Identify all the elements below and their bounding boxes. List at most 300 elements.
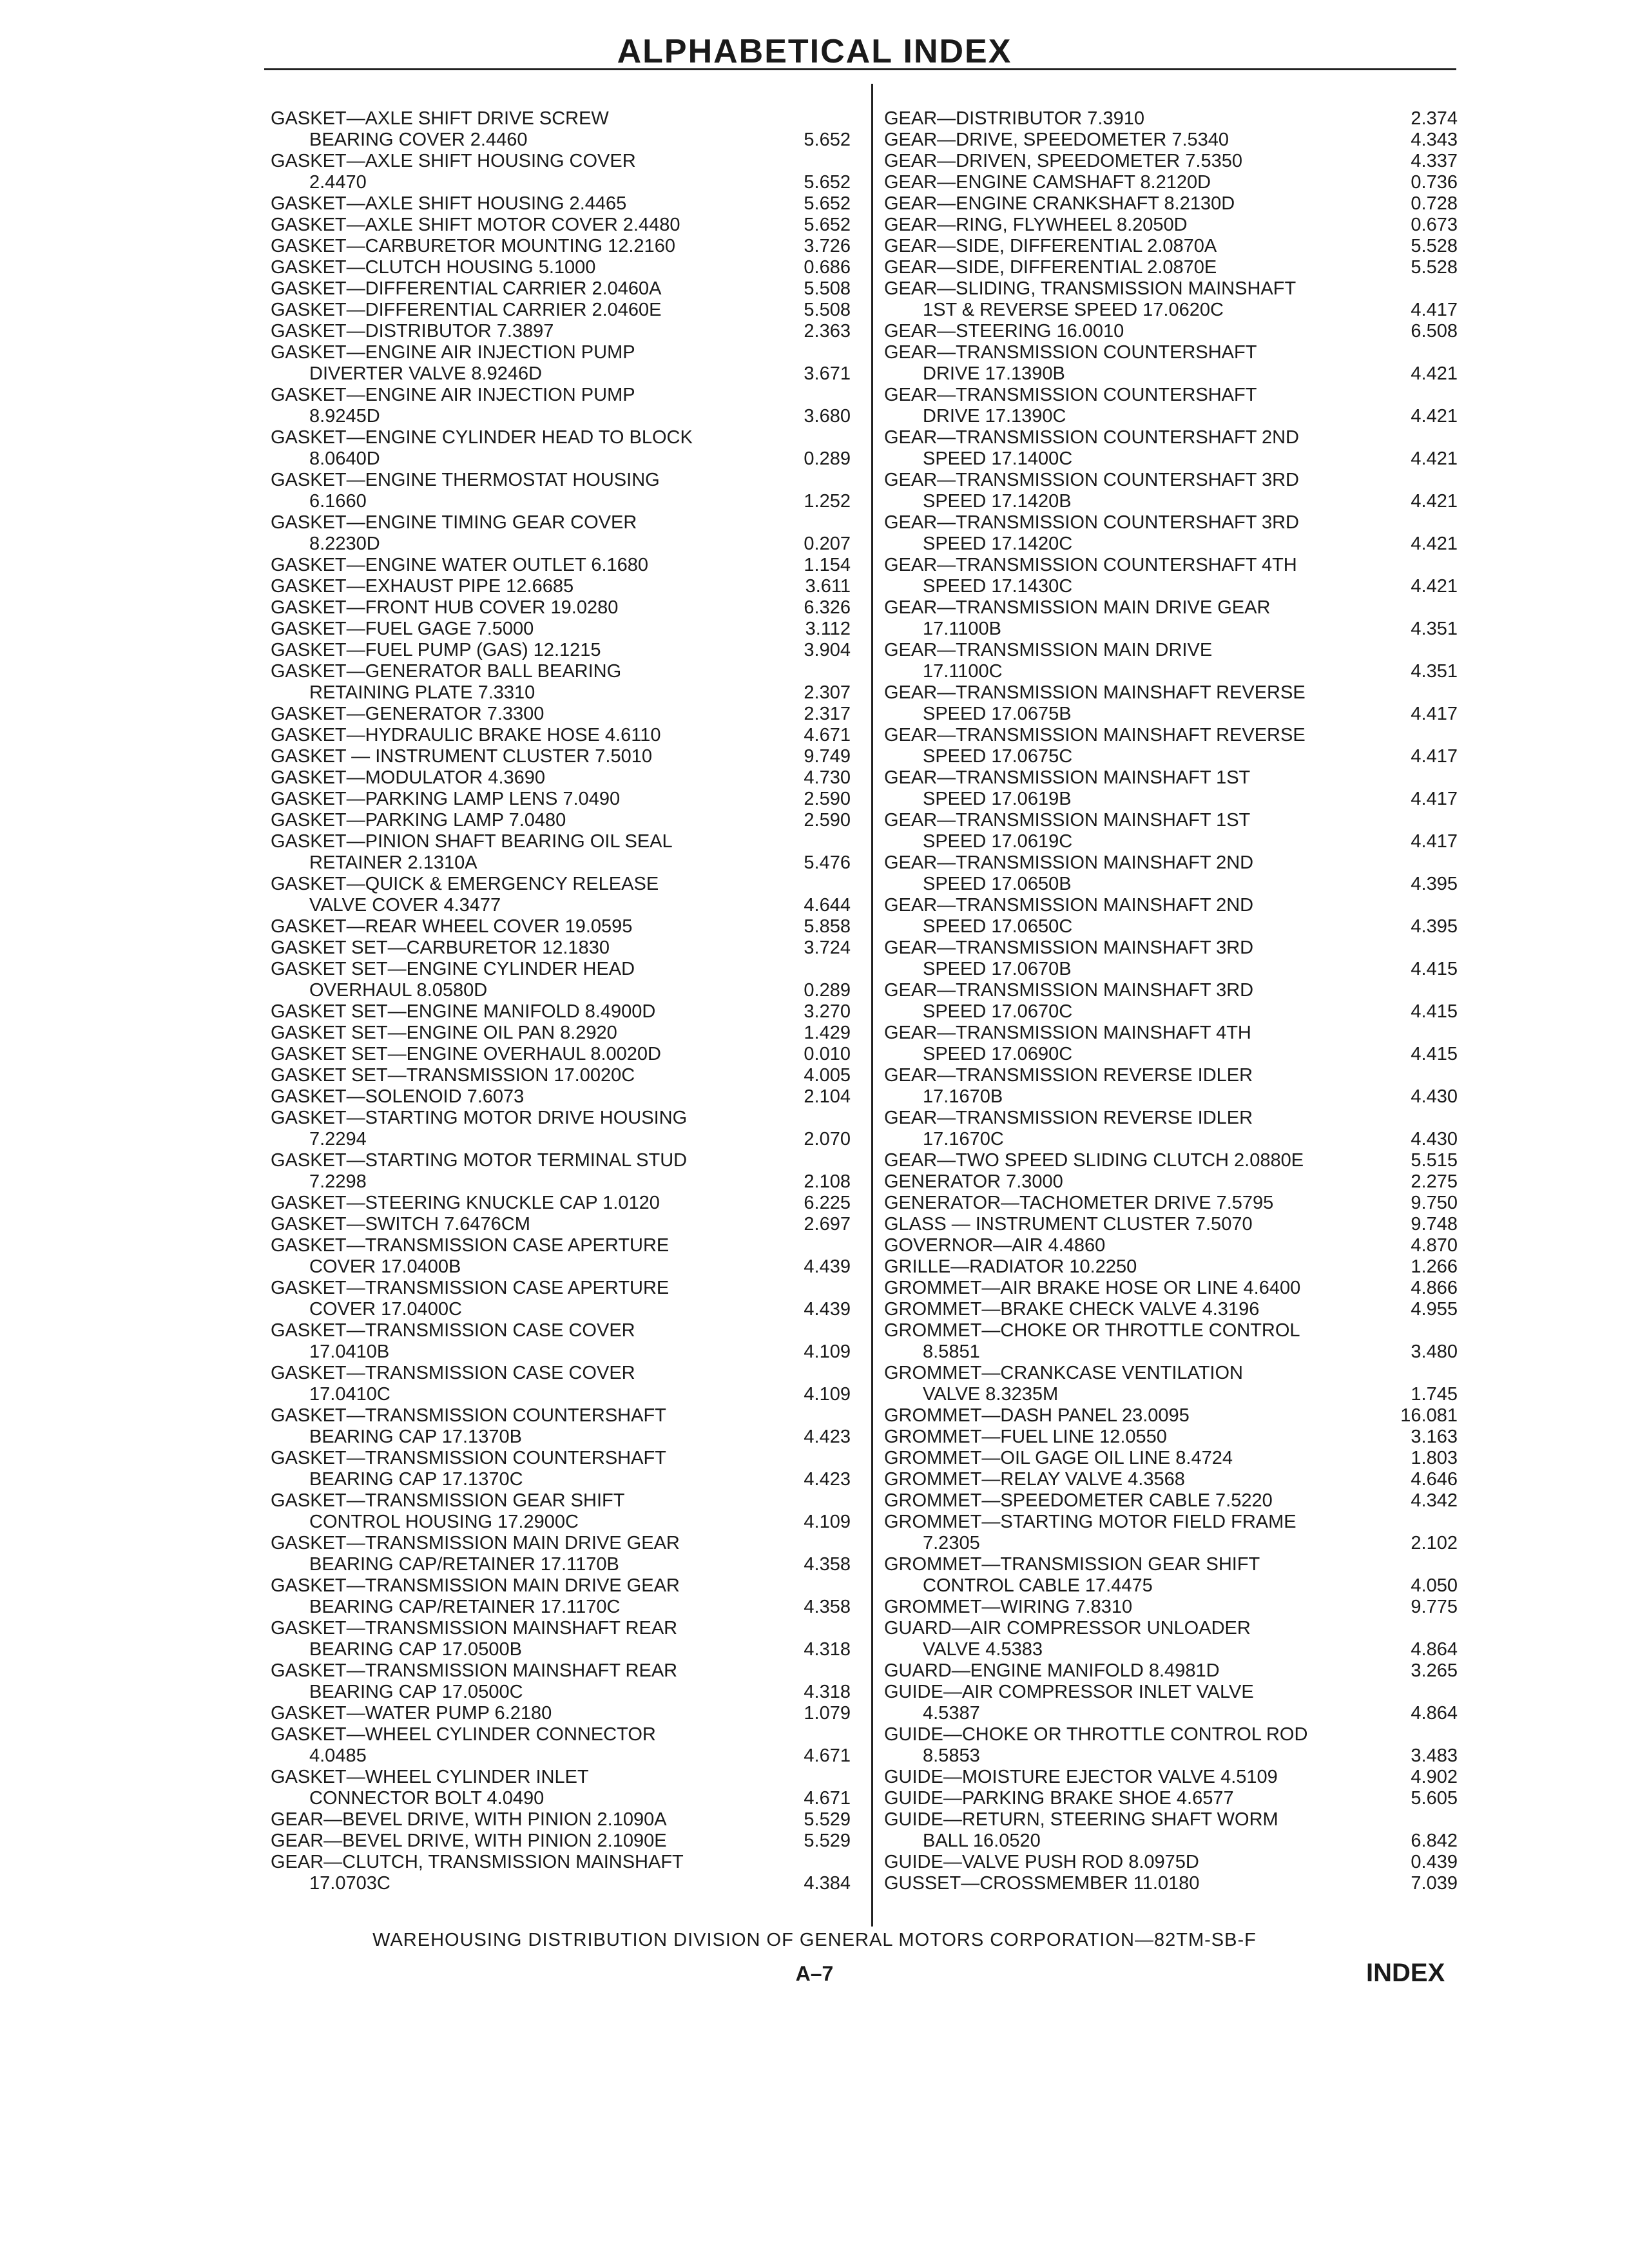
entry-text-continuation: 7.2298 — [309, 1171, 367, 1192]
entry-text: GENERATOR—TACHOMETER DRIVE 7.5795 — [884, 1193, 1274, 1213]
entry-page-number: 9.749 — [804, 746, 851, 767]
entry-text: GASKET—AXLE SHIFT HOUSING COVER — [271, 151, 636, 171]
entry-text: GEAR—RING, FLYWHEEL 8.2050D — [884, 215, 1188, 235]
entry-page-number: 4.415 — [1411, 1044, 1458, 1064]
entry-text: GEAR—TRANSMISSION REVERSE IDLER — [884, 1065, 1253, 1086]
index-entry — [884, 1512, 1458, 1554]
entry-page-number: 4.358 — [804, 1597, 851, 1617]
entry-page-number: 5.858 — [804, 916, 851, 937]
index-entry — [884, 597, 1458, 640]
entry-text: GEAR—TRANSMISSION MAINSHAFT 3RD — [884, 937, 1254, 958]
entry-page-number: 4.343 — [1411, 130, 1458, 150]
index-entry — [884, 1427, 1458, 1448]
entry-text: GASKET—HYDRAULIC BRAKE HOSE 4.6110 — [271, 725, 661, 745]
index-entry — [884, 555, 1458, 597]
index-entry — [884, 810, 1458, 852]
entry-page-number: 4.417 — [1411, 831, 1458, 852]
index-entry — [271, 1044, 851, 1065]
entry-text-continuation: 4.0485 — [309, 1745, 367, 1766]
index-entry — [884, 470, 1458, 512]
entry-text: GROMMET—STARTING MOTOR FIELD FRAME — [884, 1512, 1296, 1532]
index-entry — [884, 172, 1458, 193]
index-entry — [884, 682, 1458, 725]
entry-text: GASKET—DIFFERENTIAL CARRIER 2.0460A — [271, 278, 662, 299]
entry-text-continuation: 7.2305 — [923, 1533, 980, 1553]
entry-text-continuation: BEARING CAP/RETAINER 17.1170B — [309, 1554, 619, 1575]
entry-text-continuation: CONNECTOR BOLT 4.0490 — [309, 1788, 545, 1809]
column-divider — [871, 84, 873, 1927]
index-entry — [884, 321, 1458, 342]
entry-text: GEAR—CLUTCH, TRANSMISSION MAINSHAFT — [271, 1852, 684, 1872]
entry-text: GASKET—CLUTCH HOUSING 5.1000 — [271, 257, 596, 278]
index-entry — [884, 512, 1458, 555]
index-entry — [271, 597, 851, 619]
entry-text: GEAR—TRANSMISSION MAINSHAFT 4TH — [884, 1023, 1251, 1043]
entry-page-number: 4.395 — [1411, 916, 1458, 937]
entry-text: GEAR—DRIVEN, SPEEDOMETER 7.5350 — [884, 151, 1242, 171]
index-entry — [884, 1597, 1458, 1618]
index-entry — [884, 1065, 1458, 1108]
entry-text-continuation: 7.2294 — [309, 1129, 367, 1149]
entry-page-number: 2.108 — [804, 1171, 851, 1192]
entry-text: GASKET—TRANSMISSION MAINSHAFT REAR — [271, 1660, 678, 1681]
index-entry — [884, 427, 1458, 470]
index-entry — [271, 937, 851, 959]
index-entry — [271, 427, 851, 470]
entry-text: GASKET—WHEEL CYLINDER CONNECTOR — [271, 1724, 656, 1745]
entry-page-number: 5.528 — [1411, 257, 1458, 278]
index-entry — [884, 1193, 1458, 1214]
entry-page-number: 5.652 — [804, 172, 851, 193]
index-entry — [271, 215, 851, 236]
entry-page-number: 3.265 — [1411, 1660, 1458, 1681]
entry-text: GASKET—TRANSMISSION COUNTERSHAFT — [271, 1448, 666, 1468]
entry-page-number: 1.252 — [804, 491, 851, 512]
entry-text-continuation: 1ST & REVERSE SPEED 17.0620C — [923, 300, 1224, 320]
index-entry — [884, 151, 1458, 172]
index-entry — [884, 193, 1458, 215]
index-entry — [884, 130, 1458, 151]
entry-page-number: 3.904 — [804, 640, 851, 660]
index-entry — [884, 1724, 1458, 1767]
entry-text: GASKET—TRANSMISSION CASE COVER — [271, 1363, 635, 1383]
entry-text-continuation: SPEED 17.0690C — [923, 1044, 1073, 1064]
index-entry — [884, 1852, 1458, 1873]
index-entry — [884, 215, 1458, 236]
entry-text-continuation: SPEED 17.0670C — [923, 1001, 1073, 1022]
index-entry — [271, 1023, 851, 1044]
entry-page-number: 5.605 — [1411, 1788, 1458, 1809]
entry-text-continuation: SPEED 17.0650B — [923, 874, 1072, 894]
entry-text: GASKET SET—ENGINE CYLINDER HEAD — [271, 959, 635, 979]
entry-text-continuation: 17.1100B — [923, 619, 1002, 639]
entry-page-number: 4.421 — [1411, 491, 1458, 512]
entry-text: GEAR—BEVEL DRIVE, WITH PINION 2.1090E — [271, 1831, 667, 1851]
entry-text: GASKET—PARKING LAMP 7.0480 — [271, 810, 566, 831]
entry-page-number: 4.423 — [804, 1427, 851, 1447]
entry-text: GEAR—TRANSMISSION COUNTERSHAFT 3RD — [884, 512, 1299, 533]
index-entry — [271, 1235, 851, 1278]
entry-page-number: 2.070 — [804, 1129, 851, 1149]
index-entry — [271, 1767, 851, 1809]
entry-text: GUIDE—RETURN, STEERING SHAFT WORM — [884, 1809, 1278, 1830]
entry-page-number: 5.529 — [804, 1809, 851, 1830]
entry-text: GASKET—TRANSMISSION COUNTERSHAFT — [271, 1405, 666, 1426]
entry-page-number: 5.515 — [1411, 1150, 1458, 1171]
section-label: INDEX — [1366, 1959, 1445, 1987]
index-entry — [884, 1767, 1458, 1788]
entry-page-number: 0.289 — [804, 980, 851, 1001]
entry-text: GROMMET—CRANKCASE VENTILATION — [884, 1363, 1243, 1383]
entry-text-continuation: SPEED 17.1420B — [923, 491, 1072, 512]
entry-page-number: 6.326 — [804, 597, 851, 618]
entry-page-number: 4.417 — [1411, 300, 1458, 320]
index-entry — [271, 1533, 851, 1575]
entry-text-continuation: 8.5851 — [923, 1341, 980, 1362]
entry-page-number: 4.342 — [1411, 1490, 1458, 1511]
entry-text: GASKET SET—ENGINE MANIFOLD 8.4900D — [271, 1001, 656, 1022]
index-entry — [884, 1469, 1458, 1490]
entry-text: GASKET—GENERATOR BALL BEARING — [271, 661, 622, 682]
index-column-right — [884, 108, 1458, 1894]
entry-text-continuation: BEARING CAP 17.0500C — [309, 1682, 523, 1702]
entry-text: GEAR—TRANSMISSION COUNTERSHAFT — [884, 342, 1257, 363]
entry-text: GASKET SET—ENGINE OIL PAN 8.2920 — [271, 1023, 617, 1043]
index-entry — [884, 980, 1458, 1023]
entry-text: GROMMET—AIR BRAKE HOSE OR LINE 4.6400 — [884, 1278, 1301, 1298]
index-entry — [271, 874, 851, 916]
entry-text-continuation: 6.1660 — [309, 491, 367, 512]
entry-page-number: 9.748 — [1411, 1214, 1458, 1235]
entry-page-number: 4.421 — [1411, 406, 1458, 427]
index-column-left — [271, 108, 851, 1894]
entry-page-number: 2.317 — [804, 704, 851, 724]
index-entry — [271, 278, 851, 300]
entry-text: GASKET—FRONT HUB COVER 19.0280 — [271, 597, 619, 618]
index-entry — [884, 1320, 1458, 1363]
entry-page-number: 0.736 — [1411, 172, 1458, 193]
index-entry — [271, 108, 851, 151]
index-entry — [884, 1490, 1458, 1512]
entry-page-number: 1.803 — [1411, 1448, 1458, 1468]
entry-text: GASKET—MODULATOR 4.3690 — [271, 767, 546, 788]
index-entry — [271, 1490, 851, 1533]
entry-page-number: 5.529 — [804, 1831, 851, 1851]
entry-page-number: 0.728 — [1411, 193, 1458, 214]
entry-page-number: 5.528 — [1411, 236, 1458, 256]
entry-text: GLASS — INSTRUMENT CLUSTER 7.5070 — [884, 1214, 1253, 1235]
entry-page-number: 4.864 — [1411, 1639, 1458, 1660]
entry-text: GASKET—AXLE SHIFT MOTOR COVER 2.4480 — [271, 215, 680, 235]
index-entry — [271, 661, 851, 704]
page-title: ALPHABETICAL INDEX — [617, 33, 1012, 70]
entry-text: GEAR—TRANSMISSION MAINSHAFT 2ND — [884, 852, 1254, 873]
entry-text: GEAR—TRANSMISSION MAINSHAFT 2ND — [884, 895, 1254, 916]
entry-text-continuation: BALL 16.0520 — [923, 1831, 1041, 1851]
index-entry — [884, 1214, 1458, 1235]
entry-page-number: 5.476 — [804, 852, 851, 873]
entry-text: GEAR—ENGINE CRANKSHAFT 8.2130D — [884, 193, 1235, 214]
index-entry — [884, 1108, 1458, 1150]
entry-page-number: 3.671 — [804, 363, 851, 384]
entry-page-number: 4.730 — [804, 767, 851, 788]
entry-text: GEAR—TRANSMISSION COUNTERSHAFT 4TH — [884, 555, 1297, 575]
entry-text: GASKET—TRANSMISSION GEAR SHIFT — [271, 1490, 625, 1511]
entry-text: GUIDE—PARKING BRAKE SHOE 4.6577 — [884, 1788, 1234, 1809]
entry-page-number: 2.102 — [1411, 1533, 1458, 1553]
index-entry — [271, 1150, 851, 1193]
entry-text: GEAR—TRANSMISSION MAINSHAFT REVERSE — [884, 725, 1306, 745]
entry-text-continuation: VALVE 4.5383 — [923, 1639, 1043, 1660]
index-entry — [271, 767, 851, 789]
index-entry — [271, 1660, 851, 1703]
index-entry — [271, 1065, 851, 1086]
entry-text: GASKET—DISTRIBUTOR 7.3897 — [271, 321, 554, 341]
entry-text: GASKET—AXLE SHIFT DRIVE SCREW — [271, 108, 609, 129]
index-entry — [271, 640, 851, 661]
entry-page-number: 4.866 — [1411, 1278, 1458, 1298]
index-entry — [271, 512, 851, 555]
entry-text: GASKET—PINION SHAFT BEARING OIL SEAL — [271, 831, 673, 852]
entry-text: GUARD—ENGINE MANIFOLD 8.4981D — [884, 1660, 1220, 1681]
entry-text: GASKET—TRANSMISSION MAIN DRIVE GEAR — [271, 1575, 680, 1596]
index-entry — [271, 1108, 851, 1150]
entry-text: GROMMET—TRANSMISSION GEAR SHIFT — [884, 1554, 1260, 1575]
entry-page-number: 4.415 — [1411, 1001, 1458, 1022]
entry-text: GASKET—STARTING MOTOR TERMINAL STUD — [271, 1150, 688, 1171]
index-entry — [884, 1809, 1458, 1852]
entry-text-continuation: 2.4470 — [309, 172, 367, 193]
entry-text: GASKET—ENGINE AIR INJECTION PUMP — [271, 342, 635, 363]
index-entry — [884, 257, 1458, 278]
entry-text: GASKET—TRANSMISSION MAIN DRIVE GEAR — [271, 1533, 680, 1553]
entry-page-number: 2.590 — [804, 789, 851, 809]
entry-page-number: 4.902 — [1411, 1767, 1458, 1787]
entry-page-number: 4.421 — [1411, 576, 1458, 597]
entry-text: GASKET—FUEL PUMP (GAS) 12.1215 — [271, 640, 601, 660]
entry-page-number: 1.154 — [804, 555, 851, 575]
index-entry — [271, 789, 851, 810]
index-entry — [271, 1575, 851, 1618]
index-entry — [884, 852, 1458, 895]
index-entry — [271, 470, 851, 512]
entry-page-number: 3.724 — [804, 937, 851, 958]
index-entry — [884, 1299, 1458, 1320]
index-entry — [884, 1171, 1458, 1193]
entry-text: GASKET—TRANSMISSION MAINSHAFT REAR — [271, 1618, 678, 1639]
entry-page-number: 2.275 — [1411, 1171, 1458, 1192]
entry-text: GASKET—REAR WHEEL COVER 19.0595 — [271, 916, 633, 937]
entry-text: GEAR—ENGINE CAMSHAFT 8.2120D — [884, 172, 1211, 193]
entry-page-number: 5.652 — [804, 215, 851, 235]
entry-text: GROMMET—WIRING 7.8310 — [884, 1597, 1133, 1617]
entry-text-continuation: DRIVE 17.1390C — [923, 406, 1066, 427]
entry-page-number: 5.652 — [804, 130, 851, 150]
index-entry — [271, 619, 851, 640]
index-entry — [271, 257, 851, 278]
entry-text: GASKET—SWITCH 7.6476CM — [271, 1214, 530, 1235]
entry-text-continuation: 17.0410B — [309, 1341, 390, 1362]
entry-page-number: 1.266 — [1411, 1256, 1458, 1277]
entry-text-continuation: CONTROL CABLE 17.4475 — [923, 1575, 1153, 1596]
entry-text-continuation: SPEED 17.1430C — [923, 576, 1073, 597]
entry-page-number: 2.374 — [1411, 108, 1458, 129]
entry-text: GASKET—GENERATOR 7.3300 — [271, 704, 545, 724]
entry-text-continuation: 8.9245D — [309, 406, 380, 427]
entry-page-number: 4.644 — [804, 895, 851, 916]
entry-text: GEAR—TRANSMISSION COUNTERSHAFT 3RD — [884, 470, 1299, 490]
entry-page-number: 1.745 — [1411, 1384, 1458, 1405]
index-entry — [884, 725, 1458, 767]
index-entry — [884, 1554, 1458, 1597]
index-entry — [271, 576, 851, 597]
entry-text: GASKET SET—ENGINE OVERHAUL 8.0020D — [271, 1044, 661, 1064]
index-entry — [271, 916, 851, 937]
entry-text-continuation: VALVE 8.3235M — [923, 1384, 1059, 1405]
entry-text-continuation: DIVERTER VALVE 8.9246D — [309, 363, 543, 384]
entry-text: GEAR—TRANSMISSION MAINSHAFT 1ST — [884, 810, 1251, 831]
entry-text: GUIDE—CHOKE OR THROTTLE CONTROL ROD — [884, 1724, 1308, 1745]
entry-page-number: 4.417 — [1411, 746, 1458, 767]
entry-page-number: 3.480 — [1411, 1341, 1458, 1362]
entry-text-continuation: 8.2230D — [309, 533, 380, 554]
index-entry — [271, 1193, 851, 1214]
publisher-line: WAREHOUSING DISTRIBUTION DIVISION OF GENERAL MOTORS CORPORATION—82TM-SB-F — [372, 1930, 1257, 1950]
entry-page-number: 4.430 — [1411, 1086, 1458, 1107]
entry-page-number: 4.421 — [1411, 363, 1458, 384]
entry-page-number: 3.611 — [805, 576, 851, 597]
entry-text: GASKET—ENGINE THERMOSTAT HOUSING — [271, 470, 660, 490]
entry-text: GEAR—DRIVE, SPEEDOMETER 7.5340 — [884, 130, 1229, 150]
entry-page-number: 4.439 — [804, 1299, 851, 1320]
entry-text: GEAR—TRANSMISSION COUNTERSHAFT — [884, 385, 1257, 405]
entry-text-continuation: BEARING CAP 17.1370B — [309, 1427, 522, 1447]
entry-text: GASKET—FUEL GAGE 7.5000 — [271, 619, 534, 639]
entry-page-number: 2.363 — [804, 321, 851, 341]
entry-text-continuation: RETAINING PLATE 7.3310 — [309, 682, 535, 703]
index-entry — [271, 1214, 851, 1235]
index-entry — [884, 937, 1458, 980]
entry-text: GEAR—TRANSMISSION MAIN DRIVE GEAR — [884, 597, 1271, 618]
entry-text: GEAR—SLIDING, TRANSMISSION MAINSHAFT — [884, 278, 1296, 299]
entry-text: GASKET—WHEEL CYLINDER INLET — [271, 1767, 589, 1787]
entry-text: GENERATOR 7.3000 — [884, 1171, 1063, 1192]
entry-page-number: 4.415 — [1411, 959, 1458, 979]
index-entry — [271, 1618, 851, 1660]
entry-text: GROMMET—CHOKE OR THROTTLE CONTROL — [884, 1320, 1300, 1341]
entry-page-number: 4.423 — [804, 1469, 851, 1490]
entry-page-number: 4.421 — [1411, 533, 1458, 554]
entry-text-continuation: SPEED 17.0619B — [923, 789, 1072, 809]
entry-text: GASKET SET—CARBURETOR 12.1830 — [271, 937, 610, 958]
entry-text-continuation: BEARING COVER 2.4460 — [309, 130, 528, 150]
entry-page-number: 5.508 — [804, 300, 851, 320]
entry-page-number: 4.955 — [1411, 1299, 1458, 1320]
index-entry — [271, 555, 851, 576]
index-entry — [884, 1150, 1458, 1171]
entry-text-continuation: 4.5387 — [923, 1703, 980, 1724]
entry-text-continuation: DRIVE 17.1390B — [923, 363, 1065, 384]
entry-page-number: 4.864 — [1411, 1703, 1458, 1724]
entry-page-number: 4.439 — [804, 1256, 851, 1277]
index-entry — [271, 746, 851, 767]
entry-text: GASKET—TRANSMISSION CASE COVER — [271, 1320, 635, 1341]
entry-text: GROMMET—BRAKE CHECK VALVE 4.3196 — [884, 1299, 1260, 1320]
entry-page-number: 4.109 — [804, 1341, 851, 1362]
index-entry — [884, 342, 1458, 385]
entry-text: GEAR—DISTRIBUTOR 7.3910 — [884, 108, 1144, 129]
entry-page-number: 9.775 — [1411, 1597, 1458, 1617]
entry-text: GEAR—STEERING 16.0010 — [884, 321, 1124, 341]
entry-text-continuation: SPEED 17.0675C — [923, 746, 1073, 767]
entry-page-number: 2.697 — [804, 1214, 851, 1235]
entry-page-number: 7.039 — [1411, 1873, 1458, 1894]
index-entry — [271, 151, 851, 193]
entry-text: GASKET—ENGINE TIMING GEAR COVER — [271, 512, 637, 533]
entry-page-number: 3.483 — [1411, 1745, 1458, 1766]
entry-page-number: 9.750 — [1411, 1193, 1458, 1213]
entry-page-number: 0.673 — [1411, 215, 1458, 235]
entry-page-number: 4.870 — [1411, 1235, 1458, 1256]
entry-text: GROMMET—FUEL LINE 12.0550 — [884, 1427, 1167, 1447]
entry-text-continuation: 8.0640D — [309, 448, 380, 469]
entry-text: GASKET—ENGINE AIR INJECTION PUMP — [271, 385, 635, 405]
entry-page-number: 16.081 — [1400, 1405, 1458, 1426]
entry-text: GASKET—CARBURETOR MOUNTING 12.2160 — [271, 236, 675, 256]
entry-text: GEAR—TRANSMISSION COUNTERSHAFT 2ND — [884, 427, 1299, 448]
entry-page-number: 4.417 — [1411, 704, 1458, 724]
entry-text: GASKET—PARKING LAMP LENS 7.0490 — [271, 789, 621, 809]
entry-text-continuation: OVERHAUL 8.0580D — [309, 980, 488, 1001]
entry-text-continuation: VALVE COVER 4.3477 — [309, 895, 501, 916]
entry-page-number: 2.590 — [804, 810, 851, 831]
index-entry — [271, 725, 851, 746]
index-entry — [271, 704, 851, 725]
entry-text-continuation: BEARING CAP 17.1370C — [309, 1469, 523, 1490]
entry-text: GEAR—SIDE, DIFFERENTIAL 2.0870A — [884, 236, 1217, 256]
index-entry — [884, 1448, 1458, 1469]
entry-page-number: 3.163 — [1411, 1427, 1458, 1447]
entry-text: GASKET—DIFFERENTIAL CARRIER 2.0460E — [271, 300, 662, 320]
entry-page-number: 0.010 — [804, 1044, 851, 1064]
index-entry — [271, 831, 851, 874]
entry-page-number: 4.318 — [804, 1682, 851, 1702]
entry-page-number: 3.112 — [805, 619, 851, 639]
entry-text-continuation: 17.1100C — [923, 661, 1003, 682]
entry-text: GUIDE—AIR COMPRESSOR INLET VALVE — [884, 1682, 1254, 1702]
entry-page-number: 4.671 — [804, 1745, 851, 1766]
index-entry — [271, 810, 851, 831]
entry-text-continuation: 17.0703C — [309, 1873, 390, 1894]
entry-text: GUIDE—VALVE PUSH ROD 8.0975D — [884, 1852, 1199, 1872]
entry-page-number: 4.358 — [804, 1554, 851, 1575]
entry-text-continuation: COVER 17.0400B — [309, 1256, 461, 1277]
index-entry — [271, 236, 851, 257]
index-entry — [884, 108, 1458, 130]
index-entry — [884, 895, 1458, 937]
entry-page-number: 4.109 — [804, 1384, 851, 1405]
index-entry — [271, 1320, 851, 1363]
index-entry — [271, 1724, 851, 1767]
entry-text: GEAR—BEVEL DRIVE, WITH PINION 2.1090A — [271, 1809, 667, 1830]
entry-page-number: 3.680 — [804, 406, 851, 427]
entry-text: GROMMET—SPEEDOMETER CABLE 7.5220 — [884, 1490, 1273, 1511]
index-entry — [884, 1278, 1458, 1299]
entry-text: GEAR—SIDE, DIFFERENTIAL 2.0870E — [884, 257, 1217, 278]
index-entry — [884, 1405, 1458, 1427]
index-entry — [271, 1405, 851, 1448]
entry-text-continuation: 17.0410C — [309, 1384, 390, 1405]
